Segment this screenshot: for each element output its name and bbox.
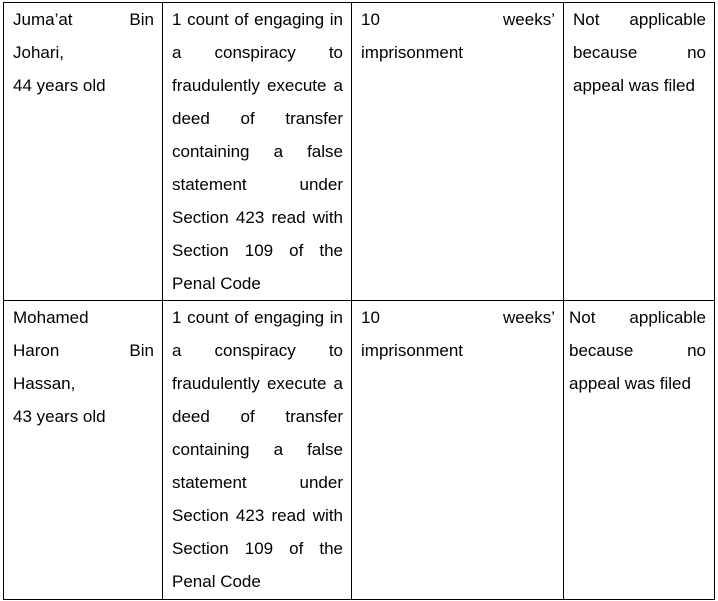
table-row bbox=[4, 301, 715, 600]
accused-cell bbox=[4, 301, 163, 600]
accused-age: 43 years old bbox=[13, 407, 106, 426]
charge-text: 1 count of engaging in a conspiracy to fraudulently execute a deed of transfer containing a false statement under Section 423 read with Section 109 of the Penal Code bbox=[172, 308, 343, 591]
appeal-cell bbox=[564, 301, 715, 600]
sentence-cell bbox=[352, 3, 564, 301]
sentencing-table bbox=[3, 2, 715, 600]
accused-name-line: Johari, bbox=[13, 43, 65, 62]
sentence-line: 10 weeks’ bbox=[361, 308, 555, 327]
table-row bbox=[4, 3, 715, 301]
sentence-line: imprisonment bbox=[361, 43, 464, 62]
accused-age: 44 years old bbox=[13, 76, 106, 95]
appeal-text: Not applicable because no appeal was filed bbox=[573, 10, 706, 95]
sentence-line: 10 weeks’ bbox=[361, 10, 555, 29]
charge-cell bbox=[163, 301, 352, 600]
sentence-cell bbox=[352, 301, 564, 600]
sentence-line: imprisonment bbox=[361, 341, 464, 360]
accused-name-line: Juma’at Bin bbox=[13, 10, 154, 29]
appeal-cell bbox=[564, 3, 715, 301]
appeal-text: Not applicable because no appeal was filed bbox=[569, 308, 706, 393]
charge-text: 1 count of engaging in a conspiracy to fraudulently execute a deed of transfer containing a false statement under Section 423 read with Section 109 of the Penal Code bbox=[172, 10, 343, 293]
accused-name-line: Mohamed bbox=[13, 308, 89, 327]
charge-cell bbox=[163, 3, 352, 301]
accused-name-line: Haron Bin bbox=[13, 341, 154, 360]
accused-cell bbox=[4, 3, 163, 301]
accused-name-line: Hassan, bbox=[13, 374, 76, 393]
